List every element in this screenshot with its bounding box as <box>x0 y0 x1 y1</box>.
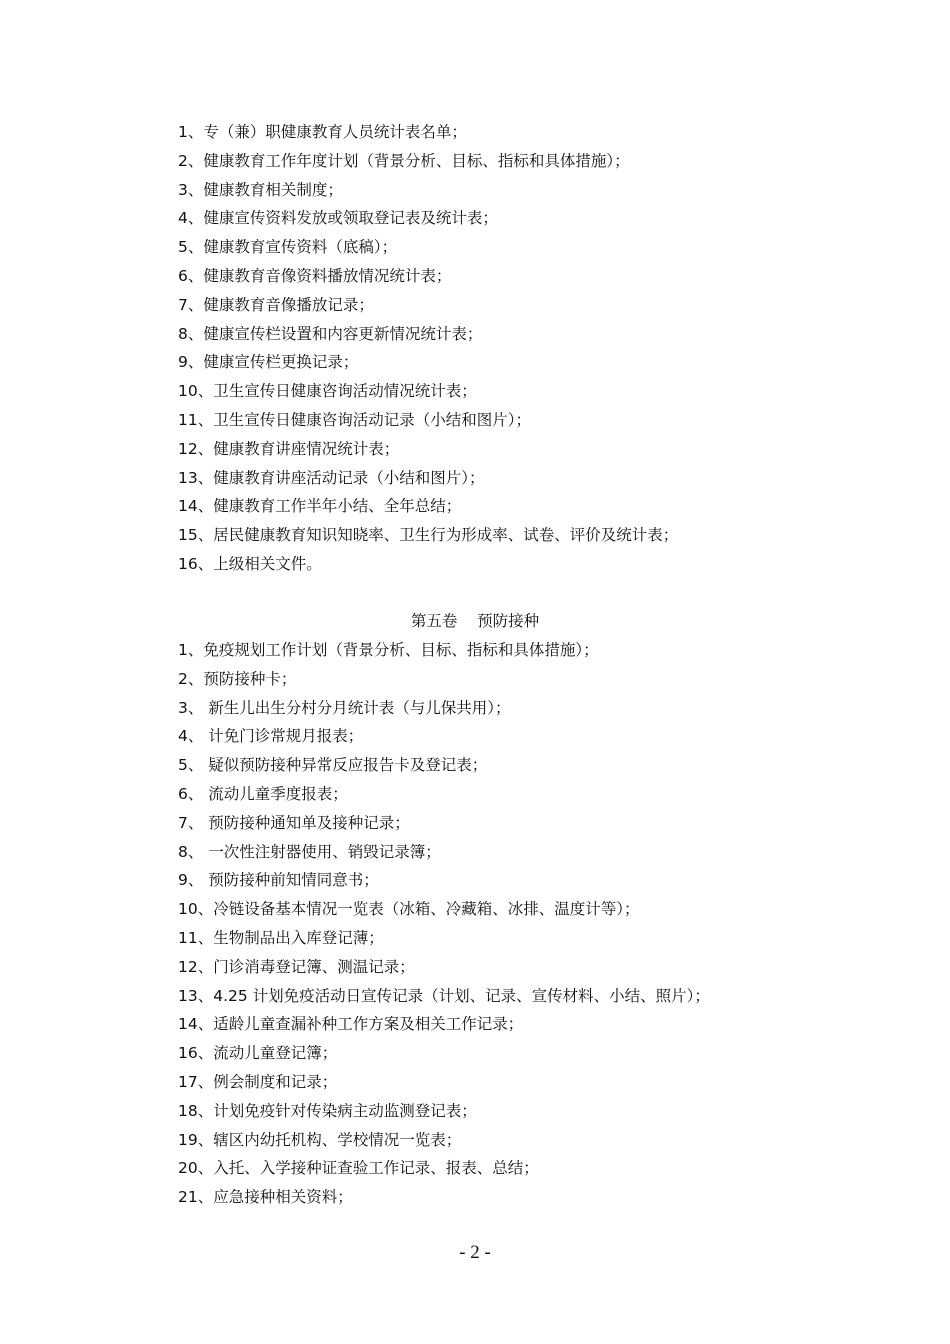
vaccination-list-item: 2、预防接种卡； <box>178 669 297 688</box>
health-education-list-item: 5、健康教育宣传资料（底稿）； <box>178 238 398 257</box>
vaccination-file-list <box>178 636 818 1212</box>
vaccination-list-item: 20、入托、入学接种证查验工作记录、报表、总结； <box>178 1159 539 1178</box>
vaccination-list-item: 14、适龄儿童查漏补种工作方案及相关工作记录； <box>178 1015 524 1034</box>
section-title-vaccination: 第五卷 预防接种 <box>410 612 540 630</box>
health-education-list-item: 8、健康宣传栏设置和内容更新情况统计表； <box>178 324 483 343</box>
health-education-list-item: 12、健康教育讲座情况统计表； <box>178 439 400 458</box>
health-education-list-item: 13、健康教育讲座活动记录（小结和图片）； <box>178 468 485 487</box>
vaccination-list-item: 21、应急接种相关资料； <box>178 1188 353 1207</box>
vaccination-list-item: 16、流动儿童登记簿； <box>178 1044 338 1063</box>
vaccination-list-item: 9、 预防接种前知情同意书； <box>178 871 379 890</box>
vaccination-list-item: 5、 疑似预防接种异常反应报告卡及登记表； <box>178 756 488 775</box>
health-education-list-item: 1、专（兼）职健康教育人员统计表名单； <box>178 123 467 141</box>
health-education-list-item: 16、上级相关文件。 <box>178 554 322 573</box>
vaccination-list-item: 7、 预防接种通知单及接种记录； <box>178 813 410 832</box>
vaccination-list-item: 13、4.25 计划免疫活动日宣传记录（计划、记录、宣传材料、小结、照片）； <box>178 986 710 1005</box>
vaccination-list-item: 8、 一次性注射器使用、销毁记录簿； <box>178 842 441 861</box>
vaccination-list-item: 17、例会制度和记录； <box>178 1072 338 1091</box>
health-education-file-list <box>178 118 818 579</box>
vaccination-list-item: 12、门诊消毒登记簿、测温记录； <box>178 957 415 976</box>
health-education-list-item: 10、卫生宣传日健康咨询活动情况统计表； <box>178 382 477 401</box>
health-education-list-item: 3、健康教育相关制度； <box>178 180 343 199</box>
page-number: - 2 - <box>459 1242 491 1263</box>
vaccination-list-item: 6、 流动儿童季度报表； <box>178 784 348 803</box>
health-education-list-item: 7、健康教育音像播放记录； <box>178 295 374 314</box>
health-education-list-item: 11、卫生宣传日健康咨询活动记录（小结和图片）； <box>178 410 531 429</box>
vaccination-list-item: 18、计划免疫针对传染病主动监测登记表； <box>178 1101 477 1120</box>
vaccination-list-item: 4、 计免门诊常规月报表； <box>178 727 364 746</box>
health-education-list-item: 9、健康宣传栏更换记录； <box>178 353 359 372</box>
vaccination-list-item: 10、冷链设备基本情况一览表（冰箱、冷藏箱、冰排、温度计等）； <box>178 900 640 919</box>
vaccination-list-item: 11、生物制品出入库登记薄； <box>178 928 384 947</box>
health-education-list-item: 14、健康教育工作半年小结、全年总结； <box>178 497 462 516</box>
vaccination-list-item: 3、 新生儿出生分村分月统计表（与儿保共用）； <box>178 698 511 717</box>
vaccination-list-item: 1、免疫规划工作计划（背景分析、目标、指标和具体措施）； <box>178 641 599 659</box>
vaccination-list-item: 19、辖区内幼托机构、学校情况一览表； <box>178 1130 462 1149</box>
health-education-list-item: 2、健康教育工作年度计划（背景分析、目标、指标和具体措施）； <box>178 151 630 170</box>
health-education-list-item: 15、居民健康教育知识知晓率、卫生行为形成率、试卷、评价及统计表； <box>178 526 679 545</box>
health-education-list-item: 4、健康宣传资料发放或领取登记表及统计表； <box>178 209 498 228</box>
health-education-list-item: 6、健康教育音像资料播放情况统计表； <box>178 266 452 285</box>
